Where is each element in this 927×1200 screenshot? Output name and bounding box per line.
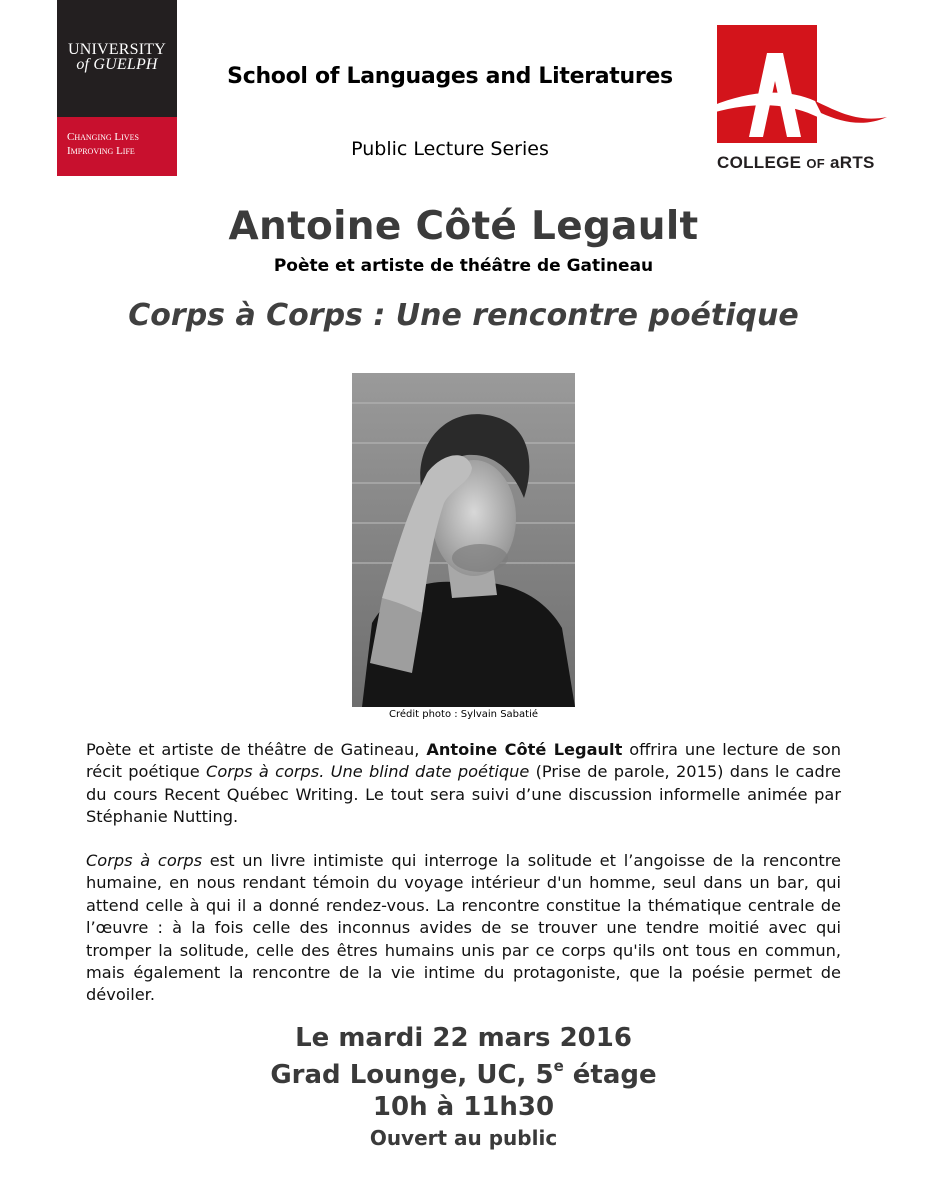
event-time: 10h à 11h30 [372,1092,555,1122]
p2-text: est un livre intimiste qui interroge la solitude et l’angoisse de la rencontre humaine, en nous rendant témoin du voyage intérieur d'un homme, seul dans un bar, qui attend celle à qui il a donné rendez-vous. La rencontre constitue la thématique centrale de l’œuvre : à la fois celle des inconnus avides de se trouver une tendre moitié avec qui tromper la solitude, celle des êtres humains unis par ce corps qu'ils ont tous en commun, mais également la rencontre de la vie intime du protagoniste, que la poésie permet de dévoiler. [86,851,841,1005]
event-access: Ouvert au public [369,1126,558,1150]
college-of-arts-emblem [705,25,887,150]
college-of-arts-label [717,153,875,173]
logo-top-block [57,0,177,117]
logo-name [57,42,177,72]
logo-tagline-line2: Improving Life [67,145,135,157]
of-label: OF [806,156,825,171]
speaker-name: Antoine Côté Legault [228,204,699,249]
logo-name-line2: of GUELPH [76,56,158,73]
logo-name-line1: UNIVERSITY [68,41,166,58]
p2-book-title: Corps à corps [86,851,203,870]
p1-text-2: offrira une lecture de son récit poétique [86,740,841,782]
lecture-series-label: Public Lecture Series [351,138,549,160]
logo-tagline-block [57,117,177,176]
p1-speaker-name: Antoine Côté Legault [426,740,623,759]
college-label: COLLEGE [717,153,802,172]
description-paragraph-1 [86,739,841,829]
p1-text-1: Poète et artiste de théâtre de Gatineau, [86,740,427,759]
school-name: School of Languages and Literatures [227,64,673,89]
location-floor-text: étage [563,1060,657,1090]
p1-text-3: (Prise de parole, 2015) dans le cadre du cours Recent Québec Writing. Le tout sera suivi d’une discussion informelle animée par Stéphanie Nutting. [86,762,841,827]
description-paragraph-2 [86,850,841,1007]
p1-book-title: Corps à corps. Une blind date poétique [206,762,530,782]
university-of-guelph-logo [57,0,177,176]
location-superscript: e [553,1057,564,1075]
event-date: Le mardi 22 mars 2016 [295,1023,632,1053]
arts-label: aRTS [830,153,875,172]
lecture-title: Corps à Corps : Une rencontre poétique [128,298,799,333]
speaker-role: Poète et artiste de théâtre de Gatineau [273,256,654,276]
speaker-portrait-image [352,373,575,707]
location-text: Grad Lounge, UC, 5 [270,1060,554,1090]
speaker-photo [352,373,575,707]
college-of-arts-logo [705,25,887,180]
logo-tagline [67,130,173,158]
photo-credit: Crédit photo : Sylvain Sabatié [388,709,538,720]
event-location [0,1057,927,1090]
logo-tagline-line1: Changing Lives [67,131,139,143]
